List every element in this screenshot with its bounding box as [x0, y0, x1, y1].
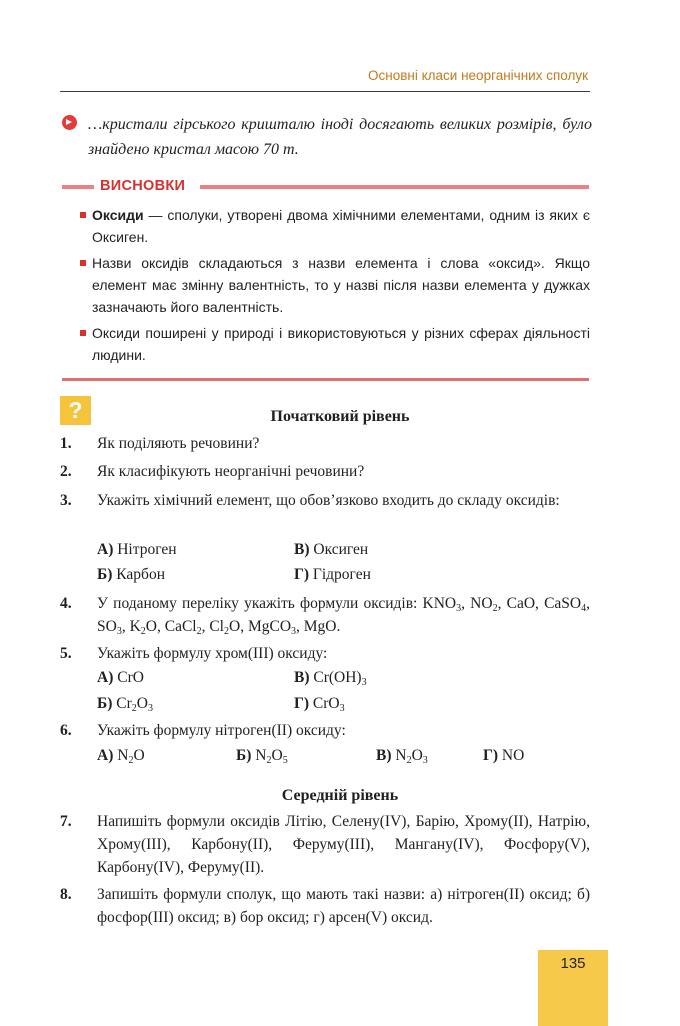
question-text: Як поділяють речовини?: [97, 435, 260, 452]
answer-option: Г) CrO$_3$: [294, 695, 345, 714]
page-number: 135: [560, 955, 586, 972]
section-divider: [62, 378, 589, 381]
item-text: Назви оксидів складаються з назви елемента і слова «оксид». Якщо елемент має змінну валентність, то у назві після назви елемента у дужках зазначають його валентність.: [92, 255, 590, 315]
answer-option: В) $Cr(OH)_3$: [294, 669, 367, 688]
square-bullet-icon: [80, 330, 86, 336]
question-number: 1.: [60, 435, 72, 452]
question-text: Як класифікують неорганічні речовини?: [97, 463, 365, 480]
answer-option: В) $N_2O_3$: [376, 747, 428, 766]
intro-paragraph: [62, 112, 592, 162]
term: Оксиди: [92, 207, 144, 223]
question-2: [60, 460, 590, 483]
divider: [62, 185, 94, 189]
question-number: 4.: [60, 595, 72, 612]
question-number: 2.: [60, 463, 72, 480]
question-mark-icon: ?: [60, 396, 91, 425]
page-number-tab: [538, 950, 608, 1026]
answer-option: Б) $N_2O_5$: [236, 747, 288, 766]
conclusions-header: [62, 178, 589, 196]
question-8: [60, 883, 590, 929]
question-text: Запишіть формули сполук, що мають такі назви: а) нітроген(II) оксид; б) фосфор(III) оксид; в) бор оксид; г) арсен(V) оксид.: [97, 886, 590, 926]
list-item: [80, 204, 590, 248]
question-text: У поданому переліку укажіть формули оксидів: $KNO_3$, $NO_2$, CaO, CaSO$_4$, $SO_3$, $K_2O$, CaCl$_2$, $Cl_2O$, MgCO$_3$, MgO.: [97, 595, 590, 637]
answer-option: А) Нітроген: [97, 541, 177, 558]
header-title: Основні класи неорганічних сполук: [368, 68, 588, 83]
square-bullet-icon: [80, 212, 86, 218]
question-number: 3.: [60, 492, 72, 509]
divider: [200, 185, 589, 189]
answer-option: Б) Карбон: [97, 566, 165, 583]
question-text: Укажіть хімічний елемент, що обов’язково входить до складу оксидів:: [97, 492, 560, 509]
question-number: 5.: [60, 645, 72, 662]
conclusions-list: [80, 204, 590, 370]
list-item: [80, 252, 590, 318]
question-3: [60, 489, 590, 512]
answer-option: Б) $Cr_2O_3$: [97, 695, 153, 714]
answer-option: Г) Гідроген: [294, 566, 371, 583]
answer-option: А) $N_2O$: [97, 747, 145, 766]
answer-option: В) Оксиген: [294, 541, 369, 558]
arrow-right-icon: [62, 115, 77, 130]
question-text: Напишіть формули оксидів Літію, Селену(IV), Барію, Хрому(II), Натрію, Хрому(III), Карбону(II), Феруму(III), Мангану(IV), Фосфору(V), Карбону(IV), Феруму(II).: [97, 813, 590, 876]
question-number: 6.: [60, 722, 72, 739]
question-1: [60, 432, 590, 455]
square-bullet-icon: [80, 260, 86, 266]
question-text: Укажіть формулу нітроген(II) оксиду:: [97, 722, 346, 739]
question-text: Укажіть формулу хром(III) оксиду:: [97, 645, 328, 662]
conclusions-title: ВИСНОВКИ: [100, 178, 186, 194]
answer-option: Г) NO: [483, 747, 525, 764]
question-number: 7.: [60, 813, 72, 830]
intro-text: …кристали гірського кришталю іноді досягають великих розмірів, було знайдено кристал масою 70 т.: [88, 116, 592, 158]
question-7: [60, 810, 590, 879]
answer-option: А) CrO: [97, 669, 144, 686]
question-4: [60, 592, 590, 638]
question-number: 8.: [60, 886, 72, 903]
item-text: — сполуки, утворені двома хімічними елементами, одним із яких є Оксиген.: [92, 207, 590, 245]
running-header: [60, 64, 590, 92]
list-item: [80, 322, 590, 366]
level-heading-medium: Середній рівень: [281, 787, 399, 804]
question-6: [60, 719, 590, 742]
item-text: Оксиди поширені у природі і використовуються у різних сферах діяльності людини.: [92, 325, 590, 363]
level-heading-initial: Початковий рівень: [270, 408, 410, 425]
question-5: [60, 642, 590, 665]
